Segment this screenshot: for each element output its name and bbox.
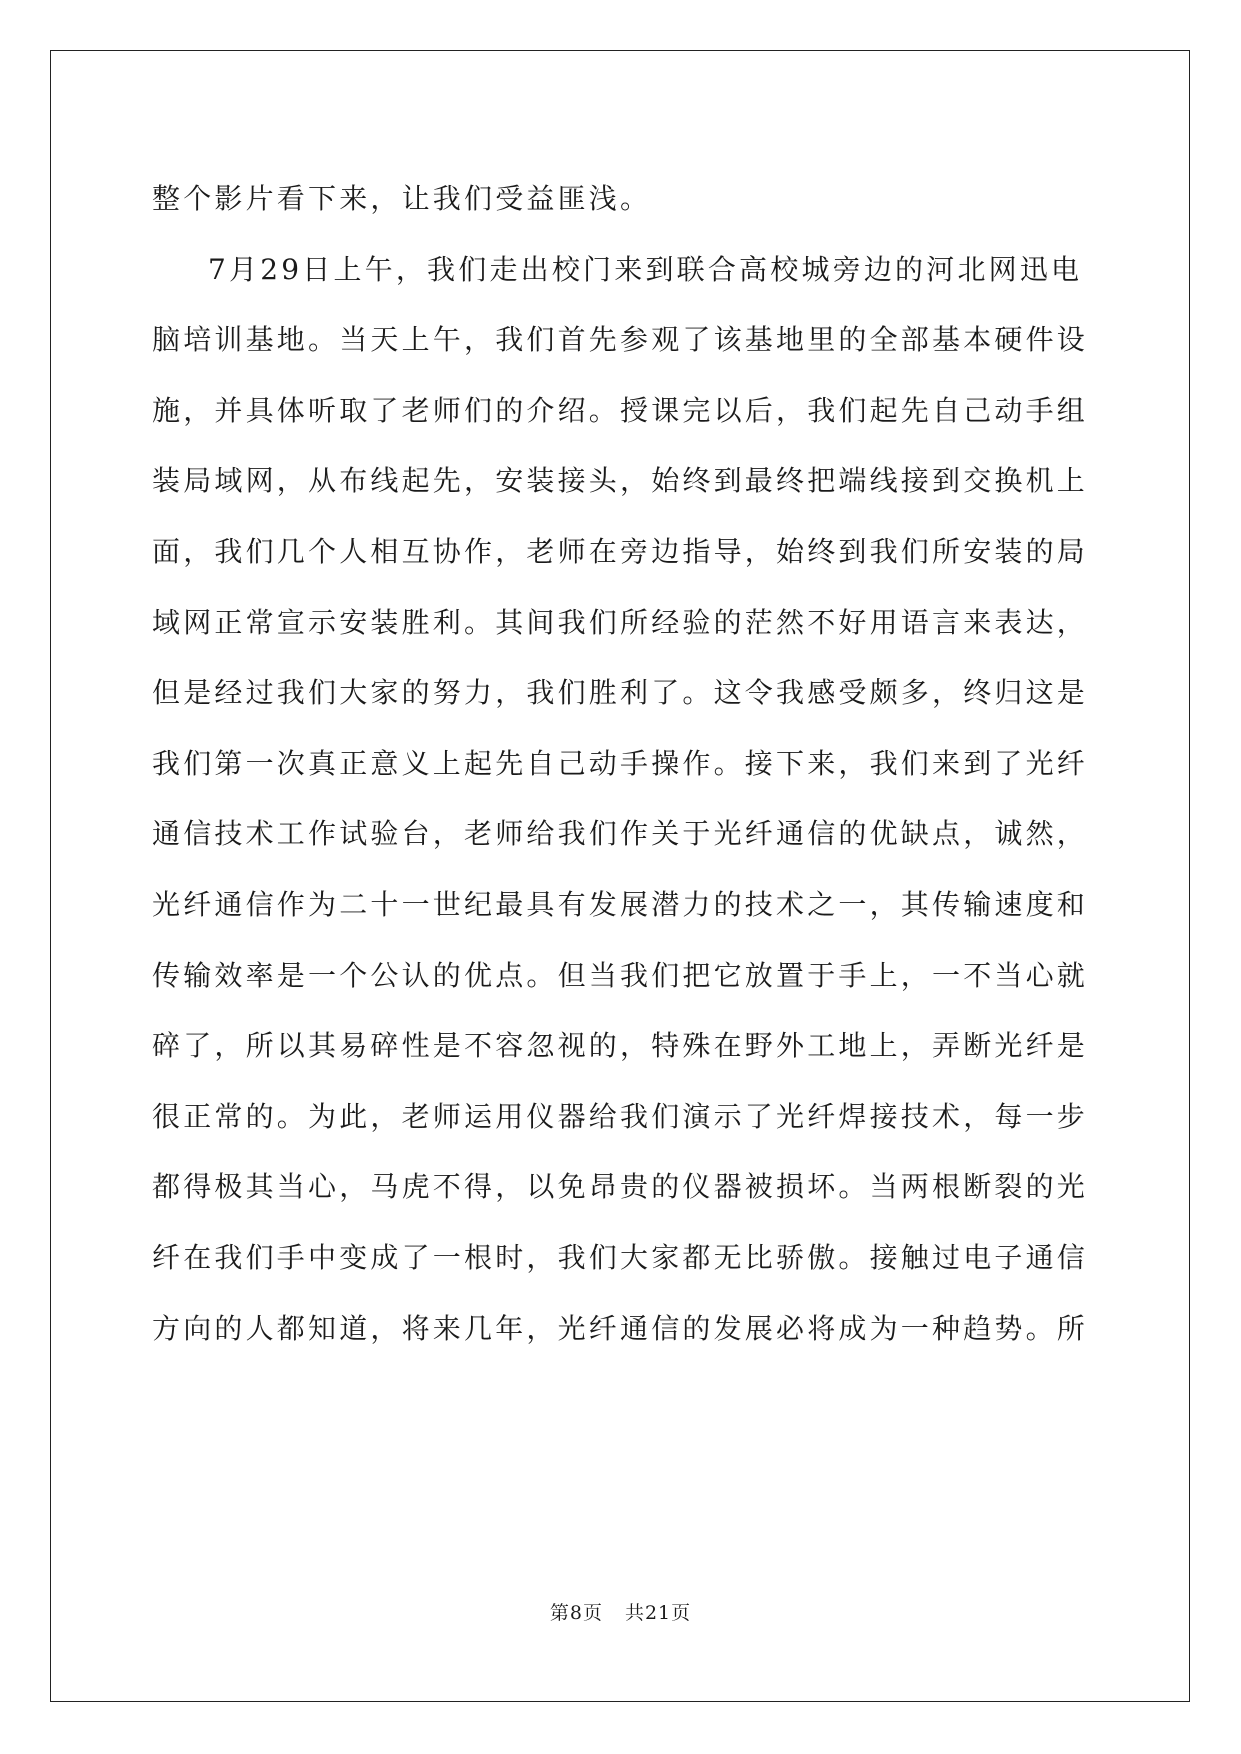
text-line: 很正常的。为此，老师运用仪器给我们演示了光纤焊接技术，每一步 [152,1099,1089,1133]
text-line: 整个影片看下来，让我们受益匪浅。 [152,182,652,215]
paragraph-1 [152,164,1088,235]
text-line: 7月29日上午，我们走出校门来到联合高校城旁边的河北网迅电 [208,252,1083,286]
paragraph-2 [152,235,1088,1365]
text-line: 碎了，所以其易碎性是不容忽视的，特殊在野外工地上，弄断光纤是 [152,1029,1089,1063]
text-line: 方向的人都知道，将来几年，光纤通信的发展必将成为一种趋势。所 [152,1311,1089,1345]
text-line: 都得极其当心，马虎不得，以免昂贵的仪器被损坏。当两根断裂的光 [152,1170,1089,1204]
document-body [152,164,1088,1364]
text-line: 施，并具体听取了老师们的介绍。授课完以后，我们起先自己动手组 [152,393,1089,427]
page-number: 第8页 [549,1602,603,1624]
text-line: 通信技术工作试验台，老师给我们作关于光纤通信的优缺点，诚然， [152,817,1089,851]
text-line: 我们第一次真正意义上起先自己动手操作。接下来，我们来到了光纤 [152,746,1089,780]
text-line: 脑培训基地。当天上午，我们首先参观了该基地里的全部基本硬件设 [152,323,1089,357]
page-footer [0,1598,1241,1625]
text-line: 但是经过我们大家的努力，我们胜利了。这令我感受颇多，终归这是 [152,676,1089,710]
text-line: 面，我们几个人相互协作，老师在旁边指导，始终到我们所安装的局 [152,534,1089,568]
text-line: 装局域网，从布线起先，安装接头，始终到最终把端线接到交换机上 [152,464,1089,498]
text-line: 域网正常宣示安装胜利。其间我们所经验的茫然不好用语言来表达， [152,605,1089,639]
text-line: 纤在我们手中变成了一根时，我们大家都无比骄傲。接触过电子通信 [152,1240,1089,1274]
page-total: 共21页 [624,1602,692,1624]
text-line: 传输效率是一个公认的优点。但当我们把它放置于手上，一不当心就 [152,958,1089,992]
text-line: 光纤通信作为二十一世纪最具有发展潜力的技术之一，其传输速度和 [152,887,1089,921]
